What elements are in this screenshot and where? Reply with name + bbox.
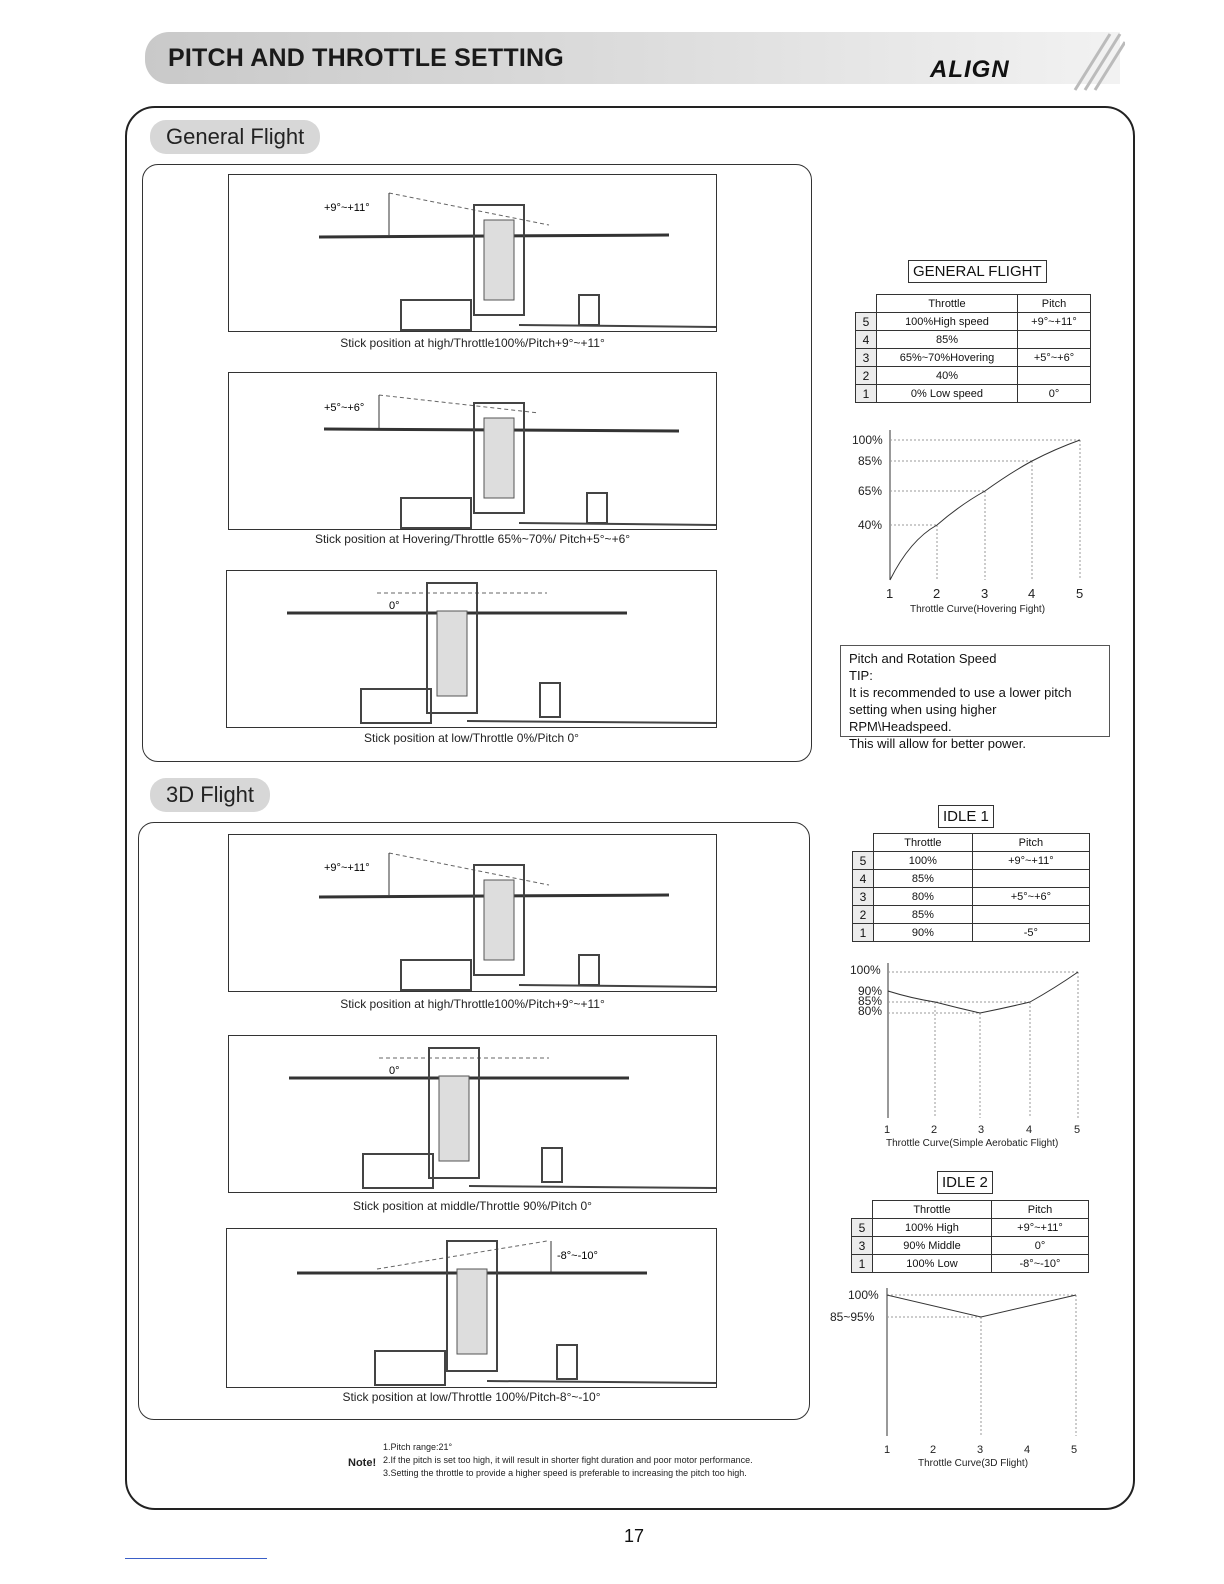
y-tick-label: 85% (858, 454, 883, 468)
helicopter-drawing (229, 1036, 717, 1193)
3d-flight-heading: 3D Flight (150, 778, 270, 812)
table-row: 3 80% +5°~+6° (853, 888, 1090, 906)
angle-label: +9°~+11° (324, 862, 370, 874)
y-tick-label: 100% (850, 963, 881, 977)
heli-diagram-3d-middle (228, 1035, 717, 1193)
y-tick-label: 80% (858, 1004, 883, 1018)
x-tick-label: 1 (884, 1444, 891, 1456)
table-header: Pitch (991, 1201, 1088, 1219)
helicopter-drawing (227, 571, 717, 728)
align-logo: ALIGN (930, 56, 1010, 83)
general-flight-heading: General Flight (150, 120, 320, 154)
note-line: 2.If the pitch is set too high, it will result in shorter fight duration and poor motor performance. (383, 1455, 753, 1465)
x-tick-label: 2 (933, 586, 941, 601)
header-slash-decoration (1055, 32, 1125, 92)
table-row: 1 100% Low -8°~-10° (852, 1255, 1089, 1273)
table-row: 3 65%~70%Hovering +5°~+6° (856, 349, 1091, 367)
throttle-curve-simple-aerobatic (840, 958, 1110, 1153)
caption-high: Stick position at high/Throttle100%/Pitch+9°~+11° (340, 336, 605, 350)
tip-box (840, 645, 1110, 751)
throttle-curve-hovering (840, 425, 1110, 620)
caption-3d-high: Stick position at high/Throttle100%/Pitch+9°~+11° (340, 997, 605, 1011)
x-tick-label: 4 (1026, 1124, 1033, 1136)
x-tick-label: 5 (1074, 1124, 1081, 1136)
y-tick-label: 40% (858, 518, 883, 532)
idle2-table-title: IDLE 2 (937, 1171, 993, 1194)
x-tick-label: 3 (978, 1124, 985, 1136)
helicopter-drawing (229, 835, 717, 992)
x-tick-label: 3 (981, 586, 989, 601)
angle-label: -8°~-10° (557, 1250, 598, 1262)
page-number: 17 (624, 1526, 645, 1546)
table-row: 2 85% (853, 906, 1090, 924)
footer-rule (125, 1558, 267, 1559)
x-tick-label: 4 (1028, 586, 1036, 601)
note-line: 3.Setting the throttle to provide a higher speed is preferable to increasing the pitch too high. (383, 1468, 747, 1478)
heli-diagram-3d-high (228, 834, 717, 992)
table-header: Throttle (877, 295, 1018, 313)
curve-caption: Throttle Curve(3D Flight) (918, 1458, 1029, 1469)
idle2-table (851, 1200, 1089, 1273)
page-title: PITCH AND THROTTLE SETTING (168, 44, 564, 72)
note-label: Note! (348, 1457, 377, 1469)
heli-diagram-hover (228, 372, 717, 530)
heli-diagram-high (228, 174, 717, 332)
table-header: Pitch (1017, 295, 1090, 313)
helicopter-drawing (229, 175, 717, 332)
caption-3d-low: Stick position at low/Throttle 100%/Pitch-8°~-10° (342, 1390, 601, 1404)
table-row: 1 0% Low speed 0° (856, 385, 1091, 403)
angle-label: +9°~+11° (324, 202, 370, 214)
tip-title: Pitch and Rotation Speed (849, 651, 997, 666)
x-tick-label: 1 (884, 1124, 891, 1136)
table-row: 1 90% -5° (853, 924, 1090, 942)
helicopter-drawing (229, 373, 717, 530)
table-row: 3 90% Middle 0° (852, 1237, 1089, 1255)
curve-caption: Throttle Curve(Simple Aerobatic Flight) (886, 1138, 1059, 1149)
idle1-table (852, 833, 1090, 942)
heli-diagram-3d-low (226, 1228, 717, 1388)
table-header: Throttle (873, 1201, 992, 1219)
caption-low: Stick position at low/Throttle 0%/Pitch 0° (364, 731, 579, 745)
y-tick-label: 90% (858, 984, 883, 998)
caption-hover: Stick position at Hovering/Throttle 65%~70%/ Pitch+5°~+6° (314, 532, 631, 546)
tip-text: setting when using higher RPM\Headspeed. (849, 702, 997, 734)
x-tick-label: 5 (1071, 1444, 1078, 1456)
table-header: Pitch (972, 834, 1089, 852)
table-row: 4 85% (856, 331, 1091, 349)
tip-text: It is recommended to use a lower pitch (849, 685, 1072, 700)
y-tick-label: 100% (848, 1288, 879, 1302)
table-row: 2 40% (856, 367, 1091, 385)
throttle-curve-3d (826, 1283, 1111, 1473)
x-tick-label: 2 (930, 1444, 937, 1456)
angle-label: +5°~+6° (324, 402, 365, 414)
note-line: 1.Pitch range:21° (383, 1442, 453, 1452)
helicopter-drawing (227, 1229, 717, 1388)
angle-label: 0° (389, 600, 400, 612)
angle-label: 0° (389, 1065, 400, 1077)
y-tick-label: 85% (858, 994, 883, 1008)
curve-caption: Throttle Curve(Hovering Fight) (910, 604, 1046, 615)
x-tick-label: 1 (886, 586, 894, 601)
general-flight-table-title: GENERAL FLIGHT (908, 260, 1047, 283)
y-tick-label: 65% (858, 484, 883, 498)
x-tick-label: 4 (1024, 1444, 1031, 1456)
x-tick-label: 5 (1076, 586, 1084, 601)
table-row: 5 100%High speed +9°~+11° (856, 313, 1091, 331)
general-flight-table (855, 294, 1091, 403)
x-tick-label: 3 (977, 1444, 984, 1456)
y-tick-label: 85~95% (830, 1310, 875, 1324)
table-row: 5 100% High +9°~+11° (852, 1219, 1089, 1237)
table-header: Throttle (874, 834, 973, 852)
y-tick-label: 100% (852, 433, 883, 447)
idle1-table-title: IDLE 1 (938, 805, 994, 828)
caption-3d-middle: Stick position at middle/Throttle 90%/Pitch 0° (353, 1199, 592, 1213)
x-tick-label: 2 (931, 1124, 938, 1136)
table-row: 5 100% +9°~+11° (853, 852, 1090, 870)
heli-diagram-low (226, 570, 717, 728)
tip-label: TIP: (849, 668, 873, 683)
table-row: 4 85% (853, 870, 1090, 888)
tip-text: This will allow for better power. (849, 736, 1027, 751)
